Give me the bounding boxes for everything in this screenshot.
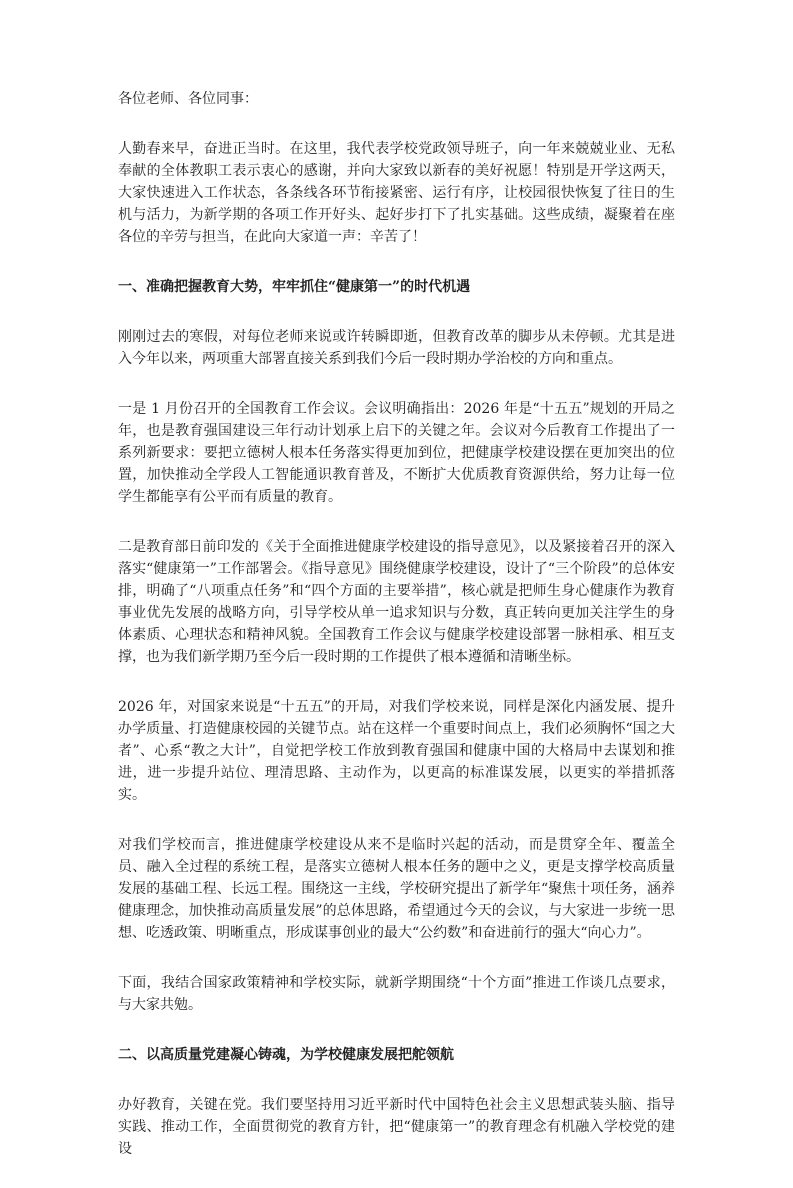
paragraph: 对我们学校而言，推进健康学校建设从来不是临时兴起的活动，而是贯穿全年、覆盖全员、融入全过程的系统工程，是落实立德树人根本任务的题中之义，更是支撑学校高质量发展的基础工程、长远工程。围绕这一主线，学校研究提出了新学年“聚焦十项任务，涵养健康理念，加快推动高质量发展”的总体思路，希望通过今天的会议，与大家进一步统一思想、吃透政策、明晰重点，形成谋事创业的最大“公约数”和奋进前行的强大“向心力”。 bbox=[118, 837, 675, 941]
paragraph: 刚刚过去的寒假，对每位老师来说或许转瞬即逝，但教育改革的脚步从未停顿。尤其是进入今年以来，两项重大部署直接关系到我们今后一段时期办学治校的方向和重点。 bbox=[118, 329, 675, 367]
paragraph: 办好教育，关键在党。我们要坚持用习近平新时代中国特色社会主义思想武装头脑、指导实践、推动工作，全面贯彻党的教育方针，把“健康第一”的教育理念有机融入学校党的建设 bbox=[118, 1097, 675, 1157]
paragraph: 2026 年，对国家来说是“十五五”的开局，对我们学校来说，同样是深化内涵发展、提升办学质量、打造健康校园的关键节点。站在这样一个重要时间点上，我们必须胸怀“国之大者”、心系“教之大计”，自觉把学校工作放到教育强国和健康中国的大格局中去谋划和推进，进一步提升站位、理清思路、主动作为，以更高的标准谋发展，以更实的举措抓落实。 bbox=[118, 699, 675, 803]
section-heading: 一、准确把握教育大势，牢牢抓住“健康第一”的时代机遇 bbox=[118, 279, 471, 295]
paragraph: 下面，我结合国家政策精神和学校实际，就新学期围绕“十个方面”推进工作谈几点要求，与大家共勉。 bbox=[118, 975, 675, 1013]
paragraph: 二是教育部日前印发的《关于全面推进健康学校建设的指导意见》，以及紧接着召开的深入落实“健康第一”工作部署会。《指导意见》围绕健康学校建设，设计了“三个阶段”的总体安排，明确了“八项重点任务”和“四个方面的主要举措”，核心就是把师生身心健康作为教育事业优先发展的战略方向，引导学校从单一追求知识与分数，真正转向更加关注学生的身体素质、心理状态和精神风貌。全国教育工作会议与健康学校建设部署一脉相承、相互支撑，也为我们新学期乃至今后一段时期的工作提供了根本遵循和清晰坐标。 bbox=[118, 539, 675, 665]
salutation: 各位老师、各位同事： bbox=[118, 91, 258, 107]
paragraph: 一是 1 月份召开的全国教育工作会议。会议明确指出：2026 年是“十五五”规划的开局之年，也是教育强国建设三年行动计划承上启下的关键之年。会议对今后教育工作提出了一系列新要求：要把立德树人根本任务落实得更加到位，把健康学校建设摆在更加突出的位置，加快推动全学段人工智能通识教育普及，不断扩大优质教育资源供给，努力让每一位学生都能享有公平而有质量的教育。 bbox=[118, 401, 675, 505]
section-heading: 二、以高质量党建凝心铸魂，为学校健康发展把舵领航 bbox=[118, 1047, 454, 1063]
document-content bbox=[118, 88, 675, 1188]
paragraph: 人勤春来早，奋进正当时。在这里，我代表学校党政领导班子，向一年来兢兢业业、无私奉献的全体教职工表示衷心的感谢，并向大家致以新春的美好祝愿！特别是开学这两天，大家快速进入工作状态，各条线各环节衔接紧密、运行有序，让校园很快恢复了往日的生机与活力，为新学期的各项工作开好头、起好步打下了扎实基础。这些成绩，凝聚着在座各位的辛劳与担当，在此向大家道一声：辛苦了！ bbox=[118, 141, 675, 245]
